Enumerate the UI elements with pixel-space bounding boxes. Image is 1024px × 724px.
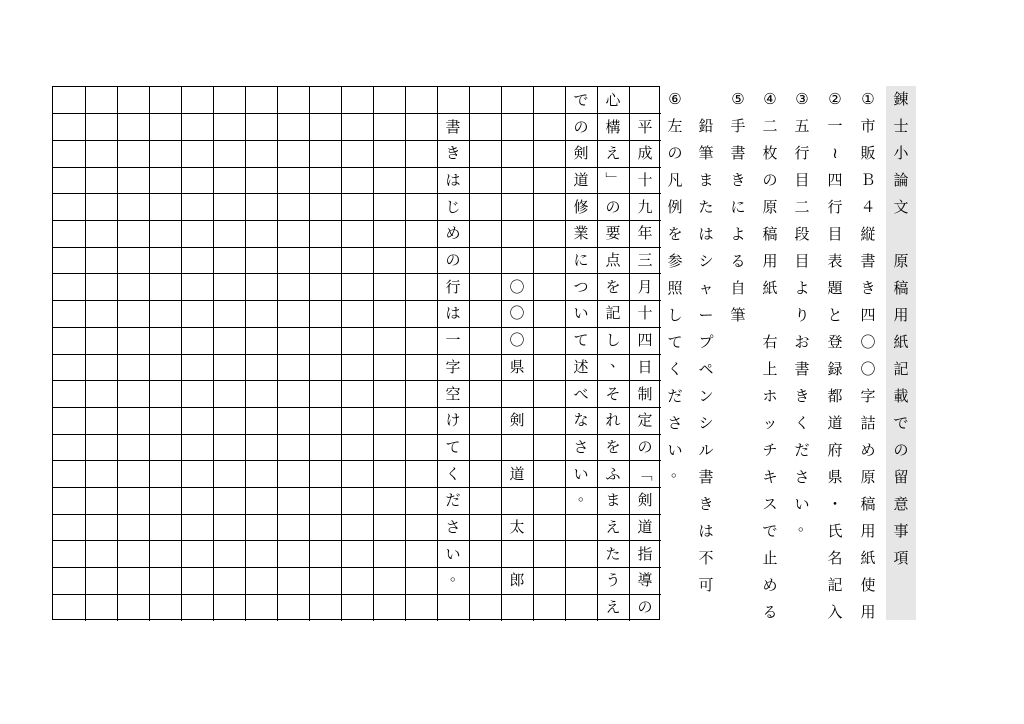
- note-char: 凡: [667, 171, 683, 189]
- note-char: シ: [698, 252, 714, 270]
- note-char: 。: [670, 462, 686, 480]
- manuscript-char: い: [445, 544, 461, 563]
- note-char: 参: [667, 252, 683, 270]
- manuscript-char: 剣: [573, 144, 589, 163]
- note-char: 文: [893, 198, 909, 216]
- note-char: 自: [730, 279, 746, 297]
- note-char: ⑤: [731, 90, 745, 108]
- note-char: 意: [893, 495, 909, 513]
- note-item: [820, 86, 850, 620]
- manuscript-char: め: [445, 224, 461, 243]
- note-char: に: [730, 198, 746, 216]
- note-char: 記: [827, 576, 843, 594]
- manuscript-char: 書: [445, 117, 461, 136]
- manuscript-char: の: [637, 598, 653, 617]
- manuscript-char: て: [573, 331, 589, 350]
- note-char: 一: [827, 117, 843, 135]
- note-char: Ｂ: [860, 171, 876, 189]
- note-char: 録: [827, 360, 843, 378]
- manuscript-char: を: [605, 437, 621, 456]
- manuscript-char: い: [573, 464, 589, 483]
- note-item: [787, 86, 817, 620]
- note-char: 題: [827, 279, 843, 297]
- note-char: は: [698, 225, 714, 243]
- note-char: ペ: [698, 360, 714, 378]
- note-char: の: [762, 171, 778, 189]
- note-char: を: [667, 225, 683, 243]
- note-char: 用: [860, 603, 876, 621]
- manuscript-char: そ: [605, 384, 621, 403]
- manuscript-char: 指: [637, 544, 653, 563]
- note-char: 上: [762, 360, 778, 378]
- note-char: 用: [893, 306, 909, 324]
- note-char: さ: [794, 468, 810, 486]
- manuscript-char: 述: [573, 357, 589, 376]
- note-char: 筆: [698, 144, 714, 162]
- note-char: 書: [860, 252, 876, 270]
- manuscript-char: さ: [445, 518, 461, 537]
- note-char: し: [667, 306, 683, 324]
- manuscript-char: ま: [605, 491, 621, 510]
- note-char: ャ: [698, 279, 714, 297]
- note-item: [755, 86, 785, 620]
- manuscript-char: だ: [445, 491, 461, 510]
- notes-title: [886, 86, 916, 620]
- note-char: 士: [893, 117, 909, 135]
- manuscript-char: 月: [637, 277, 653, 296]
- manuscript-char: 〇: [509, 277, 525, 296]
- manuscript-char: け: [445, 411, 461, 430]
- manuscript-char: き: [445, 144, 461, 163]
- manuscript-char: 行: [445, 277, 461, 296]
- note-char: ー: [698, 306, 714, 324]
- manuscript-char: 要: [605, 224, 621, 243]
- note-char: シ: [698, 414, 714, 432]
- manuscript-char: え: [605, 144, 621, 163]
- note-char: 。: [797, 516, 813, 534]
- manuscript-char: 字: [445, 357, 461, 376]
- note-item: [853, 86, 883, 620]
- note-char: 書: [794, 360, 810, 378]
- manuscript-char: 十: [637, 304, 653, 323]
- manuscript-char: の: [573, 117, 589, 136]
- manuscript-char: じ: [445, 197, 461, 216]
- note-char: 入: [827, 603, 843, 621]
- note-char: い: [794, 495, 810, 513]
- manuscript-char: 郎: [509, 571, 525, 590]
- note-char: 二: [762, 117, 778, 135]
- note-char: め: [762, 576, 778, 594]
- note-char: 縦: [860, 225, 876, 243]
- note-char: た: [698, 198, 714, 216]
- note-char: だ: [794, 441, 810, 459]
- note-char: お: [794, 333, 810, 351]
- note-char: 例: [667, 198, 683, 216]
- note-char: 書: [698, 468, 714, 486]
- manuscript-char: の: [637, 437, 653, 456]
- note-char: の: [667, 144, 683, 162]
- note-char: る: [762, 603, 778, 621]
- note-char: て: [667, 333, 683, 351]
- manuscript-char: 太: [509, 518, 525, 537]
- note-char: 小: [893, 144, 909, 162]
- manuscript-char: 、: [609, 352, 625, 370]
- manuscript-char: 三: [637, 251, 653, 270]
- manuscript-char: く: [445, 464, 461, 483]
- note-char: プ: [698, 333, 714, 351]
- manuscript-char: 記: [605, 304, 621, 323]
- note-char: き: [860, 279, 876, 297]
- note-char: り: [794, 306, 810, 324]
- note-char: 稿: [762, 225, 778, 243]
- note-char: 原: [860, 468, 876, 486]
- note-char: 四: [827, 171, 843, 189]
- note-char: ４: [860, 198, 876, 216]
- note-char: 可: [698, 576, 714, 594]
- manuscript-char: し: [605, 331, 621, 350]
- note-char: 用: [860, 522, 876, 540]
- note-char: ③: [795, 90, 809, 108]
- note-char: 記: [893, 360, 909, 378]
- note-char: 左: [667, 117, 683, 135]
- manuscript-char: べ: [573, 384, 589, 403]
- manuscript-char: は: [445, 304, 461, 323]
- note-char: き: [698, 495, 714, 513]
- note-char: 使: [860, 576, 876, 594]
- note-item: [691, 86, 721, 620]
- manuscript-char: え: [605, 518, 621, 537]
- manuscript-char: 心: [605, 90, 621, 109]
- note-item: [723, 86, 753, 620]
- manuscript-char: 道: [509, 464, 525, 483]
- note-char: 不: [698, 549, 714, 567]
- note-char: 市: [860, 117, 876, 135]
- note-char: ま: [698, 171, 714, 189]
- note-char: ②: [828, 90, 842, 108]
- note-char: よ: [794, 279, 810, 297]
- note-char: 筆: [730, 306, 746, 324]
- manuscript-char: は: [445, 170, 461, 189]
- note-char: さ: [667, 414, 683, 432]
- note-char: 手: [730, 117, 746, 135]
- manuscript-char: さ: [573, 437, 589, 456]
- manuscript-char: 。: [449, 565, 465, 584]
- note-char: 留: [893, 468, 909, 486]
- manuscript-char: 修: [573, 197, 589, 216]
- note-char: で: [762, 522, 778, 540]
- manuscript-char: ﹂: [605, 170, 621, 189]
- note-char: 稿: [893, 279, 909, 297]
- note-char: 字: [860, 387, 876, 405]
- note-char: 〇: [860, 333, 876, 351]
- manuscript-char: 九: [637, 197, 653, 216]
- note-char: 表: [827, 252, 843, 270]
- note-char: ス: [762, 495, 778, 513]
- note-char: 氏: [827, 522, 843, 540]
- manuscript-char: て: [445, 437, 461, 456]
- manuscript-char: の: [445, 251, 461, 270]
- note-char: 稿: [860, 495, 876, 513]
- note-char: 販: [860, 144, 876, 162]
- note-char: よ: [730, 225, 746, 243]
- note-char: ル: [698, 441, 714, 459]
- manuscript-char: 十: [637, 170, 653, 189]
- manuscript-char: 四: [637, 331, 653, 350]
- note-char: 載: [893, 387, 909, 405]
- note-char: ホ: [762, 387, 778, 405]
- note-char: と: [827, 306, 843, 324]
- note-char: キ: [762, 468, 778, 486]
- note-char: で: [893, 414, 909, 432]
- note-char: の: [893, 441, 909, 459]
- grid-row-line: [53, 540, 661, 541]
- manuscript-char: 点: [605, 251, 621, 270]
- note-char: ・: [827, 495, 843, 513]
- note-char: は: [698, 522, 714, 540]
- manuscript-char: 道: [573, 170, 589, 189]
- manuscript-char: れ: [605, 411, 621, 430]
- note-char: 〇: [860, 360, 876, 378]
- note-char: 事: [893, 522, 909, 540]
- note-char: 詰: [860, 414, 876, 432]
- note-char: 鉛: [698, 117, 714, 135]
- note-char: 用: [762, 252, 778, 270]
- note-char: 名: [827, 549, 843, 567]
- manuscript-char: に: [573, 251, 589, 270]
- note-char: き: [730, 171, 746, 189]
- note-char: 枚: [762, 144, 778, 162]
- note-char: 紙: [860, 549, 876, 567]
- manuscript-char: 空: [445, 384, 461, 403]
- note-char: 行: [794, 144, 810, 162]
- grid-row-line: [53, 567, 661, 568]
- note-char: ≀: [832, 144, 838, 162]
- note-char: 目: [794, 171, 810, 189]
- note-char: 論: [893, 171, 909, 189]
- note-char: ⑥: [668, 90, 682, 108]
- manuscript-char: 道: [637, 518, 653, 537]
- manuscript-char: た: [605, 544, 621, 563]
- note-char: 都: [827, 387, 843, 405]
- note-char: ④: [763, 90, 777, 108]
- note-char: 目: [827, 225, 843, 243]
- manuscript-char: 剣: [637, 491, 653, 510]
- note-char: 登: [827, 333, 843, 351]
- note-char: 目: [794, 252, 810, 270]
- note-char: い: [667, 441, 683, 459]
- manuscript-char: 〇: [509, 331, 525, 350]
- note-char: 二: [794, 198, 810, 216]
- note-char: 段: [794, 225, 810, 243]
- note-char: く: [794, 414, 810, 432]
- manuscript-char: ふ: [605, 464, 621, 483]
- note-char: 紙: [893, 333, 909, 351]
- note-char: 紙: [762, 279, 778, 297]
- manuscript-char: 県: [509, 357, 525, 376]
- note-char: き: [794, 387, 810, 405]
- grid-row-line: [53, 594, 661, 595]
- manuscript-char: 制: [637, 384, 653, 403]
- note-char: く: [667, 360, 683, 378]
- note-char: 書: [730, 144, 746, 162]
- note-char: め: [860, 441, 876, 459]
- note-char: だ: [667, 387, 683, 405]
- manuscript-char: な: [573, 411, 589, 430]
- note-char: 行: [827, 198, 843, 216]
- manuscript-char: 剣: [509, 411, 525, 430]
- manuscript-char: つ: [573, 277, 589, 296]
- note-char: ッ: [762, 414, 778, 432]
- note-char: 項: [893, 549, 909, 567]
- note-char: る: [730, 252, 746, 270]
- note-char: 原: [893, 252, 909, 270]
- note-char: 府: [827, 441, 843, 459]
- manuscript-char: 成: [637, 144, 653, 163]
- manuscript-char: 定: [637, 411, 653, 430]
- manuscript-char: 〇: [509, 304, 525, 323]
- note-char: 止: [762, 549, 778, 567]
- note-char: 照: [667, 279, 683, 297]
- manuscript-char: え: [605, 598, 621, 617]
- note-char: 錬: [893, 90, 909, 108]
- note-char: 右: [762, 333, 778, 351]
- manuscript-char: う: [605, 571, 621, 590]
- note-char: 道: [827, 414, 843, 432]
- note-char: チ: [762, 441, 778, 459]
- note-char: 五: [794, 117, 810, 135]
- manuscript-char: ﹁: [637, 464, 653, 483]
- manuscript-char: を: [605, 277, 621, 296]
- manuscript-char: の: [605, 197, 621, 216]
- manuscript-char: 年: [637, 224, 653, 243]
- manuscript-char: 一: [445, 331, 461, 350]
- note-item: [660, 86, 690, 620]
- manuscript-char: 業: [573, 224, 589, 243]
- note-char: ン: [698, 387, 714, 405]
- manuscript-char: 。: [577, 485, 593, 504]
- note-char: 原: [762, 198, 778, 216]
- manuscript-char: 導: [637, 571, 653, 590]
- note-char: 四: [860, 306, 876, 324]
- manuscript-char: 日: [637, 357, 653, 376]
- manuscript-char: い: [573, 304, 589, 323]
- manuscript-char: 平: [637, 117, 653, 136]
- note-char: ①: [861, 90, 875, 108]
- manuscript-grid: [52, 86, 660, 620]
- notes-panel: [660, 86, 924, 620]
- note-char: 県: [827, 468, 843, 486]
- manuscript-char: で: [573, 90, 589, 109]
- manuscript-char: 構: [605, 117, 621, 136]
